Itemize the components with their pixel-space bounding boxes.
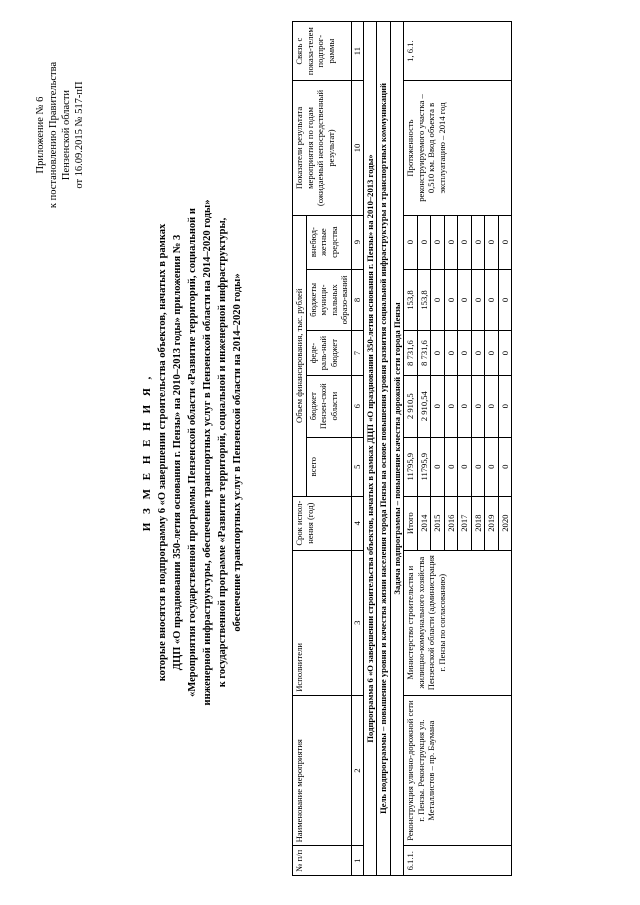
column-number: 11 [351, 22, 363, 81]
extra-cell: 0 [431, 215, 445, 269]
year-cell: 2015 [431, 496, 445, 550]
municipal-cell: 153,8 [417, 269, 431, 331]
col-municipal-header: бюджеты муници-пальных образо-ваний [306, 269, 351, 331]
column-number: 2 [351, 695, 363, 846]
item-link: 1, 6.1. [404, 22, 512, 81]
subprogram-row [363, 22, 377, 876]
appendix-number: Приложение № 6 [35, 96, 46, 174]
column-number: 4 [351, 496, 363, 550]
municipal-cell: 0 [444, 269, 458, 331]
item-name: Реконструкция улично-дорожной сети г. Пензы. Реконструкция ул. Металлистов – пр. Баумана [404, 695, 512, 846]
year-cell: 2020 [498, 496, 512, 550]
total-cell: 0 [485, 437, 499, 496]
extra-cell: 0 [417, 215, 431, 269]
col-link-header: Связь с показа-телем подпрог-раммы [293, 22, 352, 81]
federal-cell: 0 [498, 331, 512, 375]
federal-cell: 8 731,6 [404, 331, 418, 375]
total-cell: 0 [431, 437, 445, 496]
extra-cell: 0 [404, 215, 418, 269]
appendix-ref: к постановлению Правительства [48, 61, 59, 209]
col-num-header: № п/п [293, 846, 352, 876]
task-row [390, 22, 404, 876]
column-number: 7 [351, 331, 363, 375]
goal-row [377, 22, 391, 876]
heading-line: обеспечение транспортных услуг в Пензенской области на 2014–2020 годы» [232, 273, 243, 632]
item-result: Протяженность реконструируемого участка – 0,510 км. Ввод объекта в эксплуатацию – 2014 год [404, 81, 512, 215]
appendix-note [34, 30, 86, 240]
regional-cell: 0 [444, 375, 458, 437]
heading-line: инженерной инфраструктуры, обеспечение транспортных услуг в Пензенской области на 2014–2020 годы» [202, 199, 213, 706]
municipal-cell: 0 [458, 269, 472, 331]
heading-line: к государственной программе «Развитие территорий, социальной и инженерной инфраструктуры, [217, 217, 228, 688]
total-cell: 11795,9 [404, 437, 418, 496]
total-cell: 0 [458, 437, 472, 496]
regional-cell: 2 910,54 [417, 375, 431, 437]
federal-cell: 0 [458, 331, 472, 375]
column-number: 8 [351, 269, 363, 331]
regional-cell: 0 [458, 375, 472, 437]
extra-cell: 0 [485, 215, 499, 269]
table-row [404, 22, 418, 876]
municipal-cell: 0 [471, 269, 485, 331]
column-number: 5 [351, 437, 363, 496]
regional-cell: 0 [485, 375, 499, 437]
item-executor: Министерство строительства и жилищно-коммунального хозяйства Пензенской области (администрация г. Пензы по согласованию) [404, 550, 512, 695]
federal-cell: 0 [444, 331, 458, 375]
document-heading [140, 30, 245, 875]
col-executors-header: Исполнители [293, 550, 352, 695]
federal-cell: 8 731,6 [417, 331, 431, 375]
subprogram-title: Подпрограмма 6 «О завершении строительства объектов, начатых в рамках ДЦП «О праздновании 350-летия основания г. Пензы» на 2010–2013 годы» [363, 22, 377, 876]
goal-text: Цель подпрограммы – повышение уровня и качества жизни населения города Пензы на основе повышения уровня развития социальной инфраструктуры и транспортных коммуникаций [377, 22, 391, 876]
col-extra-header: внебюд-жетные средства [306, 215, 351, 269]
extra-cell: 0 [498, 215, 512, 269]
column-number-row [351, 22, 363, 876]
municipal-cell: 153,8 [404, 269, 418, 331]
extra-cell: 0 [458, 215, 472, 269]
col-funding-header: Объем финансирования, тыс. рублей [293, 215, 307, 496]
federal-cell: 0 [431, 331, 445, 375]
header-row [293, 22, 307, 876]
col-indicators-header: Показатели результата мероприятия по годам (ожидаемый непосредственный результат) [293, 81, 352, 215]
col-regional-header: бюджет Пензен-ской области [306, 375, 351, 437]
total-cell: 0 [498, 437, 512, 496]
regional-cell: 2 910,5 [404, 375, 418, 437]
federal-cell: 0 [471, 331, 485, 375]
year-cell: 2019 [485, 496, 499, 550]
col-name-header: Наименование мероприятия [293, 695, 352, 846]
column-number: 1 [351, 846, 363, 876]
document-title: И З М Е Н Е Н И Я , [141, 373, 153, 532]
col-term-header: Срок испол-нения (год) [293, 496, 352, 550]
appendix-region: Пензенской области [61, 89, 72, 181]
column-number: 3 [351, 550, 363, 695]
heading-line: «Мероприятия государственной программы Пензенской области «Развитие территорий, социальной и [187, 208, 198, 697]
municipal-cell: 0 [485, 269, 499, 331]
extra-cell: 0 [444, 215, 458, 269]
regional-cell: 0 [431, 375, 445, 437]
item-number: 6.1.1. [404, 846, 512, 876]
heading-line: которые вносятся в подпрограмму 6 «О завершении строительства объектов, начатых в рамках [157, 223, 168, 682]
federal-cell: 0 [485, 331, 499, 375]
col-federal-header: феде-раль-ный бюджет [306, 331, 351, 375]
regional-cell: 0 [471, 375, 485, 437]
total-cell: 0 [471, 437, 485, 496]
year-cell: 2016 [444, 496, 458, 550]
total-cell: 0 [444, 437, 458, 496]
municipal-cell: 0 [498, 269, 512, 331]
year-cell: 2014 [417, 496, 431, 550]
col-total-header: всего [306, 437, 351, 496]
year-cell: Итого [404, 496, 418, 550]
total-cell: 11795,9 [417, 437, 431, 496]
column-number: 9 [351, 215, 363, 269]
measures-table [292, 21, 512, 876]
year-cell: 2017 [458, 496, 472, 550]
appendix-date: от 16.09.2015 № 517-пП [74, 81, 85, 189]
regional-cell: 0 [498, 375, 512, 437]
extra-cell: 0 [471, 215, 485, 269]
column-number: 10 [351, 81, 363, 215]
column-number: 6 [351, 375, 363, 437]
municipal-cell: 0 [431, 269, 445, 331]
task-text: Задача подпрограммы – повышение качества дорожной сети города Пензы [390, 22, 404, 876]
heading-line: ДЦП «О праздновании 350-летия основания г. Пензы» на 2010–2013 годы» приложения № 3 [172, 234, 183, 671]
year-cell: 2018 [471, 496, 485, 550]
